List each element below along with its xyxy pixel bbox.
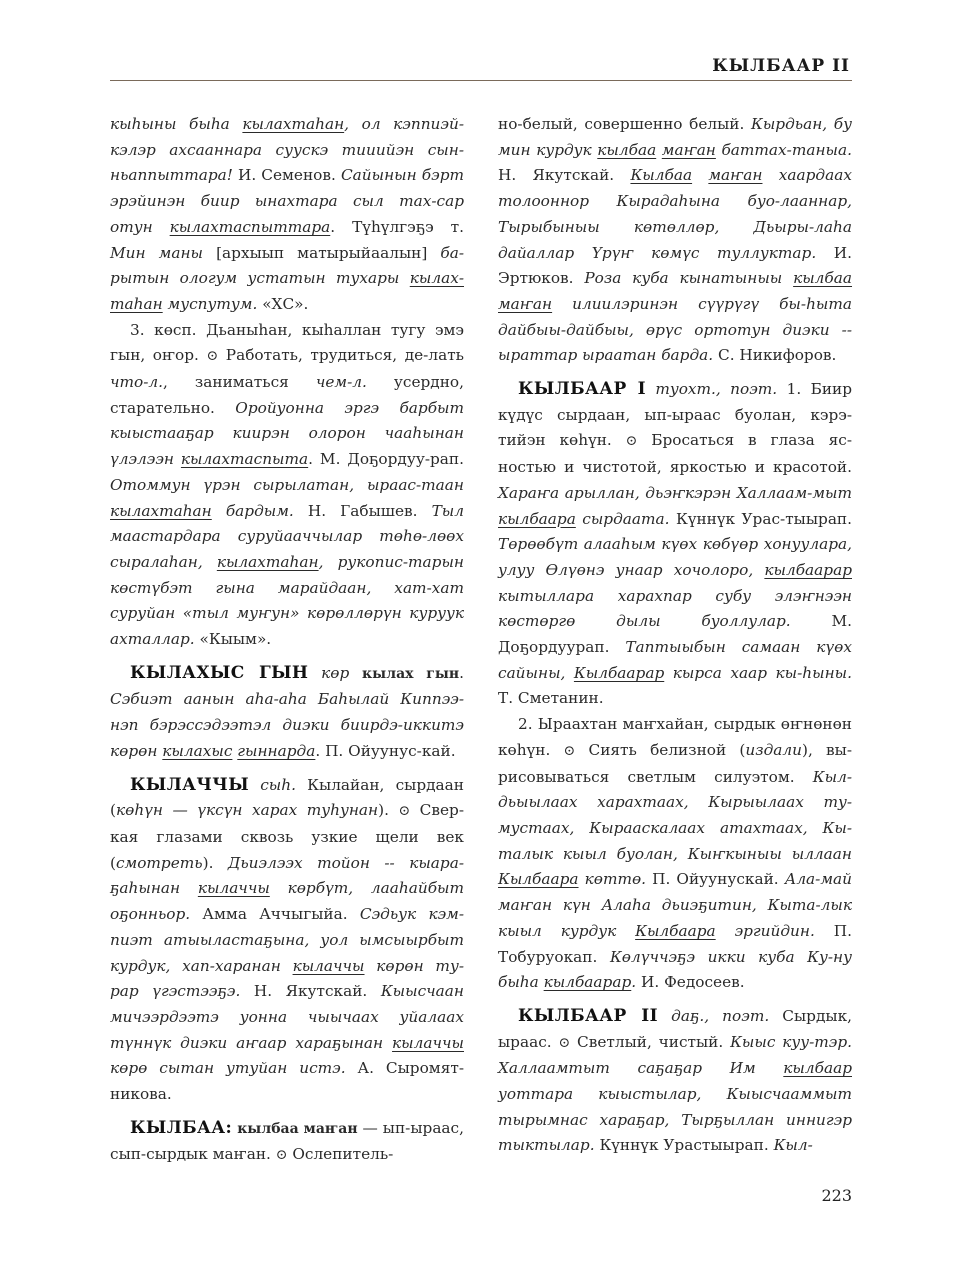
text-run: Сиять белизной (: [575, 740, 746, 759]
italic-run: Сайынын бэрт эрэйинэн биир ынахтара сыл тах-сар отун: [110, 166, 464, 236]
example-word: кылахтаспыттара: [169, 217, 331, 236]
example-word: кылахыс: [162, 741, 233, 760]
italic-run: сыһ.: [249, 775, 296, 794]
italic-run: хаардаах толооннор Кырадаһына буо-лааннар, Тырыбыныы көтөллөр, Дьыры-лаһа дайаллар Үрүҥ көмүс туллуктар.: [498, 166, 852, 262]
italic-run: Сэбиэт аанын аһа-аһа Баһылай Киппээ-нэп бэрэссэдээтэл диэки биирдэ-иккитэ көрөн: [110, 690, 464, 760]
text-run: но-белый, совершенно белый.: [498, 115, 751, 133]
text-run: Күннүк Урастыырап.: [594, 1136, 774, 1155]
text-run: , заниматься: [163, 373, 316, 392]
example-word: кылбаа: [793, 269, 853, 288]
text-run: И. Эртюков.: [498, 243, 852, 288]
text-run: А. Сыромят-никова.: [110, 1059, 464, 1104]
entry-kylachchy: [110, 773, 464, 1108]
entry-kylbaa: [110, 1116, 464, 1169]
headword: КЫЛБАА:: [130, 1117, 233, 1138]
italic-run: көрөн ту-рар үгэстээҕэ.: [110, 956, 464, 1001]
page-header: [110, 50, 852, 81]
italic-run: .: [631, 973, 637, 992]
example-word: маҥан: [498, 294, 553, 313]
example-word: Кылбаара: [635, 921, 716, 940]
example-word: кылбаарар: [764, 560, 852, 579]
text-run: Работать, трудиться, де-лать: [218, 346, 464, 365]
paragraph: [110, 112, 464, 318]
text-run: .: [459, 663, 464, 682]
headword: КЫЛБААР I: [518, 379, 646, 400]
example-word: маҥан: [661, 140, 716, 159]
italic-run: көрө сытан утуйан истэ.: [110, 1059, 346, 1078]
text-run: И. Федосеев.: [636, 973, 745, 992]
paragraph: [498, 112, 852, 369]
text-run: . Түһүлгэҕэ т.: [330, 217, 464, 236]
italic-run: Мин маны: [110, 243, 217, 262]
italic-run: муспутум.: [162, 294, 258, 313]
translation-marker: ⊙: [625, 433, 638, 450]
text-run: С. Никифоров.: [713, 346, 837, 365]
example-word: Кылбаара: [498, 870, 579, 889]
example-word: кылахтаһан: [216, 552, 319, 571]
italic-run: көттө.: [578, 870, 647, 889]
cross-reference: кылах гын: [362, 665, 460, 682]
example-word: Кылбаа: [630, 166, 693, 185]
italic-run: көрбүт, лааһайбыт оҕонньор.: [110, 879, 464, 924]
text-run: «ХС».: [257, 294, 309, 313]
italic-run: Кыл-: [773, 1136, 813, 1155]
italic-run: Дьиэлээх тойон -- кыара-ҕаһынан: [110, 853, 464, 898]
text-run: Свер-кая глазами сквозь узкие щели век (: [110, 801, 465, 872]
text-run: 2. Ыраахтан маҥхайан, сырдык өҥнөнөн көһүн.: [498, 715, 852, 759]
italic-run: чем-л.: [315, 373, 367, 392]
italic-run: Сэдьук кэм-пиэт атыыластаҕына, уол ымсыырбыт курдук, хап-харанан: [110, 905, 464, 975]
text-run: Сырдык, ыраас.: [498, 1006, 852, 1051]
italic-run: баттах-таныа.: [715, 140, 852, 159]
text-run: Амма Аччыгыйа.: [190, 905, 360, 924]
text-run: . М. Доҕордуу-рап.: [308, 450, 464, 469]
example-word: кылбаар: [783, 1059, 852, 1078]
italic-run: [692, 166, 708, 184]
italic-run: даҕ., поэт.: [658, 1006, 770, 1025]
italic-run: туохт., поэт.: [645, 380, 778, 399]
italic-run: көр: [308, 663, 363, 682]
cross-reference: кылбаа маҥан: [237, 1120, 358, 1137]
text-run: усердно, старательно.: [110, 373, 464, 417]
italic-run: Кыысчаан мичээрдээтэ уонна чыычаах уйалаах түннүк диэки аҥаар хараҕынан: [110, 982, 464, 1052]
italic-run: Кырдьан, бу мин курдук: [498, 115, 852, 159]
italic-run: Төрөөбүт алааһым күөх көбүөр хонуулара, улуу Өлүөнэ унаар хочолоро,: [498, 535, 852, 579]
translation-marker: ⊙: [563, 742, 576, 759]
translation-marker: ⊙: [398, 803, 411, 820]
italic-run: издали: [745, 740, 802, 759]
italic-run: Тыл маастардара суруйааччылар төһө-лөөх сыралаһан,: [110, 501, 465, 571]
text-run: [архыып матырыйаалын]: [216, 243, 428, 262]
text-run: Кылайан, сырдаан (: [110, 775, 464, 820]
text-run: Н. Якутскай.: [498, 166, 631, 185]
italic-run: ба-рытын ологум устатын тухары: [110, 243, 464, 288]
paragraph: [110, 318, 464, 653]
text-run: Күннүк Урас-тыырап.: [669, 509, 852, 528]
running-head: КЫЛБААР II: [712, 56, 850, 76]
italic-run: Ала-май маҥан күн Алаһа дьиэҕитин, Кыта-лык кыыл курдук: [498, 870, 853, 940]
italic-run: көһүн — үксүн харах туһунан: [115, 801, 379, 820]
translation-marker: ⊙: [558, 1034, 571, 1051]
example-word: маҥан: [708, 166, 763, 185]
left-column: [110, 112, 464, 1169]
headword: КЫЛАЧЧЫ: [130, 774, 250, 795]
text-run: — ып-ыраас, сып-сырдык маҥан.: [110, 1118, 464, 1164]
text-run: ), вы-рисовываться светлым силуэтом.: [498, 740, 852, 786]
example-word: кылбаара: [498, 509, 576, 528]
text-run: Н. Якутскай.: [240, 982, 381, 1001]
text-run: 1. Биир күдүс сырдаан, ып-ыраас буолан, кэрэ-тийэн көһүн.: [498, 380, 853, 450]
italic-run: Оройуонна эргэ барбыт кыыстааҕар киирэн олорон чааһынан үлэлээн: [110, 398, 464, 469]
example-word: кылаччы: [392, 1033, 464, 1052]
example-word: кылбаа: [597, 140, 657, 159]
text-run: Н. Габышев.: [293, 501, 432, 520]
text-run: М. Доҕордуурап.: [498, 612, 852, 657]
italic-run: сырдаата.: [575, 509, 670, 528]
right-column: [498, 112, 852, 1159]
italic-run: Кыл-дьыылаах харахтаах, Кырыылаах ту-мустаах, Кырааскалаах атахтаах, Кы-талык кыыл буолан, Кыҥкыныы ыллаан: [498, 767, 852, 863]
entry-kylbaar-1: [498, 377, 852, 712]
italic-run: что-л.: [110, 373, 164, 392]
example-word: кылах-таһан: [110, 269, 464, 313]
italic-run: Отоммун үрэн сырылатан, ыраас-таан: [110, 475, 464, 494]
text-run: Бросаться в глаза яс-ностью и чистотой, яркостью и красотой.: [498, 431, 853, 477]
translation-marker: ⊙: [206, 348, 219, 365]
entry-kylakhys-gyn: [110, 661, 464, 765]
entry-kylbaar-2: [498, 1004, 852, 1159]
headword: КЫЛАХЫС ГЫН: [130, 662, 309, 683]
text-run: 3. көсп. Дьаныһан, кыһаллан тугу эмэ гын, оҥор.: [110, 320, 464, 365]
italic-run: кырса хаар кы-һыны.: [664, 663, 852, 682]
translation-marker: ⊙: [275, 1147, 288, 1164]
paragraph: [498, 712, 852, 996]
text-run: Ослепитель-: [287, 1145, 394, 1164]
italic-run: кытыллара харахпар субу элэҥнээн көстөргө дылы буоллулар.: [498, 586, 852, 631]
text-run: Светлый, чистый.: [570, 1032, 731, 1051]
italic-run: Хараҥа арыллан, дьэҥкэрэн Халлаам-мыт: [498, 483, 852, 502]
italic-run: Кыыс куу-тэр. Халлаамтыт саҕаҕар Им: [498, 1032, 852, 1078]
text-run: . П. Ойуунус-кай.: [315, 741, 456, 760]
italic-run: Көлүччэҕэ икки куба Ку-ну быһа: [498, 947, 852, 992]
italic-run: , ол кэппиэй-кэлэр ахсааннара суускэ тииийэн сын-ньаппыттара!: [110, 115, 464, 185]
example-word: кылахтаспыта: [180, 450, 309, 469]
text-run: «Кыым».: [194, 630, 272, 649]
example-word: кылбаарар: [543, 973, 632, 992]
page-number: 223: [821, 1186, 852, 1205]
text-run: ).: [378, 801, 399, 820]
text-run: ).: [202, 853, 228, 872]
italic-run: Роза куба кынатыныы: [584, 269, 794, 288]
example-word: кылахтаһан: [110, 501, 212, 520]
italic-run: смотреть: [115, 853, 203, 872]
headword: КЫЛБААР II: [518, 1005, 659, 1026]
text-run: П. Тобуруокап.: [498, 921, 852, 966]
italic-run: , рукопис-тарын көстүбэт гына марайдаан, хат-хат суруйан «тыл муҥун» көрөллөрүн куруук ахталлар.: [110, 552, 464, 649]
italic-run: илиилэринэн сүүрүгү бы-һыта дайбыы-дайбыы, өрүс ортотун диэки -- ыраттар ыраатан барда.: [498, 294, 852, 365]
text-run: Т. Сметанин.: [498, 689, 604, 708]
example-word: кылаччы: [292, 956, 365, 975]
italic-run: эргийдин.: [715, 921, 815, 940]
italic-run: уоттара кыыстылар, Кыысчааммыт тырымнас хараҕар, Тырҕыллан иннигэр тыктылар.: [498, 1085, 852, 1155]
example-word: Кылбаарар: [573, 663, 665, 682]
italic-run: бардым.: [211, 501, 294, 520]
italic-run: Таптыыбын самаан күөх сайыны,: [498, 638, 852, 682]
example-word: гыннарда: [237, 741, 316, 760]
example-word: кылаччы: [197, 879, 270, 898]
text-run: И. Семенов.: [232, 166, 341, 185]
text-run: П. Ойуунускай.: [646, 870, 785, 889]
italic-run: кыһыны быһа: [110, 115, 243, 133]
example-word: кылахтаһан: [242, 115, 345, 133]
